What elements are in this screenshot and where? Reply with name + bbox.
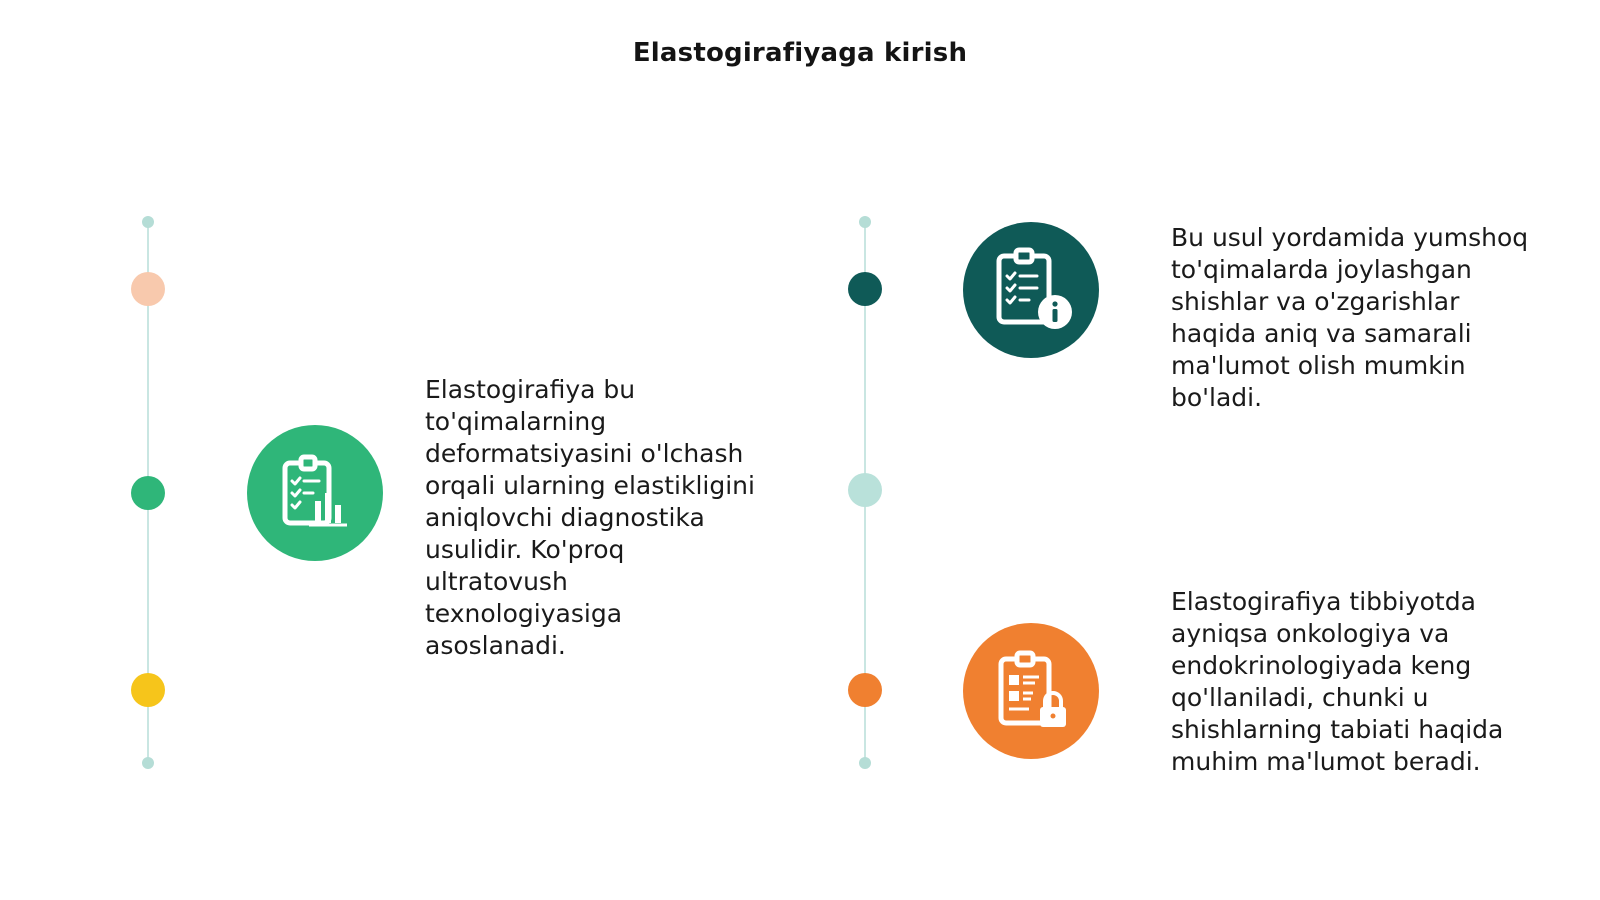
item-3-description: Elastogirafiya tibbiyotda ayniqsa onkologiya va endokrinologiyada keng qo'llaniladi, chunki u shishlarning tabiati haqida muhim ma'lumot beradi. [1171,587,1504,776]
timeline-end-dot [859,757,871,769]
timeline-start-dot [142,216,154,228]
timeline-marker-yellow [131,673,165,707]
clipboard-chart-icon [247,425,383,561]
timeline-marker-dark-teal [848,272,882,306]
item-1-description: Elastogirafiya bu to'qimalarning deformatsiyasini o'lchash orqali ularning elastikligini aniqlovchi diagnostika usulidir. Ko'proq ultratovush texnologiyasiga asoslanadi. [425,375,755,660]
page-title: Elastogirafiyaga kirish [632,38,968,68]
timeline-marker-orange [848,673,882,707]
item-2-description: Bu usul yordamida yumshoq to'qimalarda joylashgan shishlar va o'zgarishlar haqida aniq va samarali ma'lumot olish mumkin bo'ladi. [1171,223,1529,412]
clipboard-info-icon [963,222,1099,358]
timeline-end-dot [142,757,154,769]
timeline-start-dot [859,216,871,228]
clipboard-lock-icon [963,623,1099,759]
timeline-marker-peach [131,272,165,306]
timeline-marker-light-teal [848,473,882,507]
timeline-marker-green [131,476,165,510]
